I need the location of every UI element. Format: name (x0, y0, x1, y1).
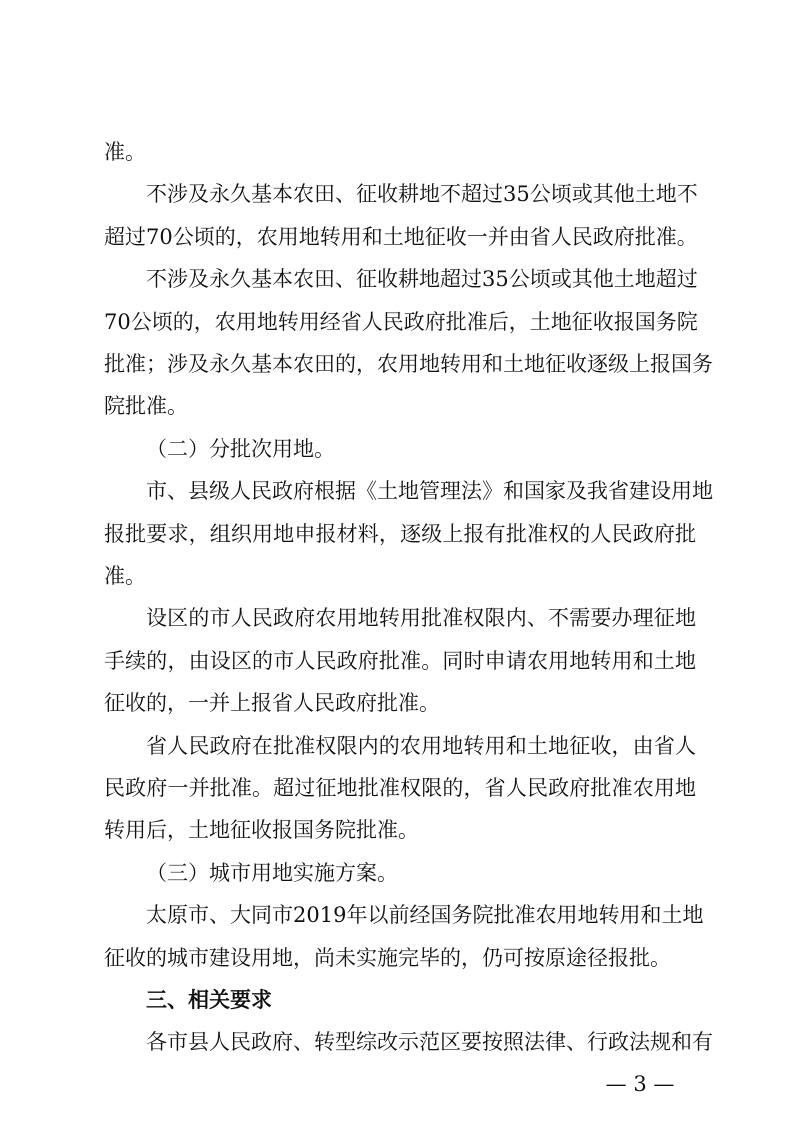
text-line (0, 512, 800, 556)
heading-text: （三）城市用地实施方案。 (146, 860, 398, 885)
text-line (0, 130, 800, 174)
line-text: 民政府一并批准。超过征地批准权限的，省人民政府批准农用地 (104, 776, 696, 800)
line-text: 批准；涉及永久基本农田的，农用地转用和土地征收逐级上报国务 (104, 352, 713, 376)
text-line (0, 300, 800, 344)
line-text: 不涉及永久基本农田、征收耕地不超过35公顷或其他土地不 (146, 182, 698, 207)
section-heading (0, 427, 800, 471)
text-line (0, 257, 800, 301)
text-line (0, 554, 800, 598)
line-text: 手续的，由设区的市人民政府批准。同时申请农用地转用和土地 (104, 648, 696, 673)
text-line (0, 342, 800, 386)
line-text: 准。 (104, 564, 146, 588)
line-text: 太原市、大同市2019年以前经国务院批准农用地转用和土地 (146, 903, 704, 928)
main-section-heading (0, 978, 800, 1022)
line-text: 准。 (104, 140, 146, 164)
line-text: 院批准。 (104, 394, 188, 419)
text-line (0, 639, 800, 683)
line-text: 不涉及永久基本农田、征收耕地超过35公顷或其他土地超过 (146, 267, 698, 292)
line-text: 各市县人民政府、转型综改示范区要按照法律、行政法规和有 (146, 1030, 713, 1055)
text-line (0, 724, 800, 768)
line-text: 征收的城市建设用地，尚未实施完毕的，仍可按原途径报批。 (104, 945, 671, 970)
section-heading (0, 851, 800, 895)
line-text: 报批要求，组织用地申报材料，逐级上报有批准权的人民政府批 (104, 521, 696, 546)
page-number: — 3 — (605, 1071, 675, 1096)
text-line (0, 172, 800, 216)
text-line (0, 681, 800, 725)
line-text: 超过70公顷的，农用地转用和土地征收一并由省人民政府批准。 (104, 224, 698, 249)
text-line (0, 1020, 800, 1064)
heading-text: （二）分批次用地。 (146, 436, 335, 461)
text-line (0, 893, 800, 937)
line-text: 转用后，土地征收报国务院批准。 (104, 818, 419, 843)
line-text: 设区的市人民政府农用地转用批准权限内、不需要办理征地 (146, 606, 696, 631)
text-line (0, 469, 800, 513)
text-line (0, 215, 800, 259)
text-line (0, 596, 800, 640)
text-line (0, 808, 800, 852)
text-line (0, 384, 800, 428)
line-text: 70公顷的，农用地转用经省人民政府批准后，土地征收报国务院 (104, 309, 698, 334)
line-text: 市、县级人民政府根据《土地管理法》和国家及我省建设用地 (146, 479, 713, 504)
heading-text: 三、相关要求 (146, 988, 272, 1012)
text-line (0, 936, 800, 980)
line-text: 省人民政府在批准权限内的农用地转用和土地征收，由省人 (146, 733, 696, 758)
text-line (0, 766, 800, 810)
line-text: 征收的，一并上报省人民政府批准。 (104, 691, 440, 716)
